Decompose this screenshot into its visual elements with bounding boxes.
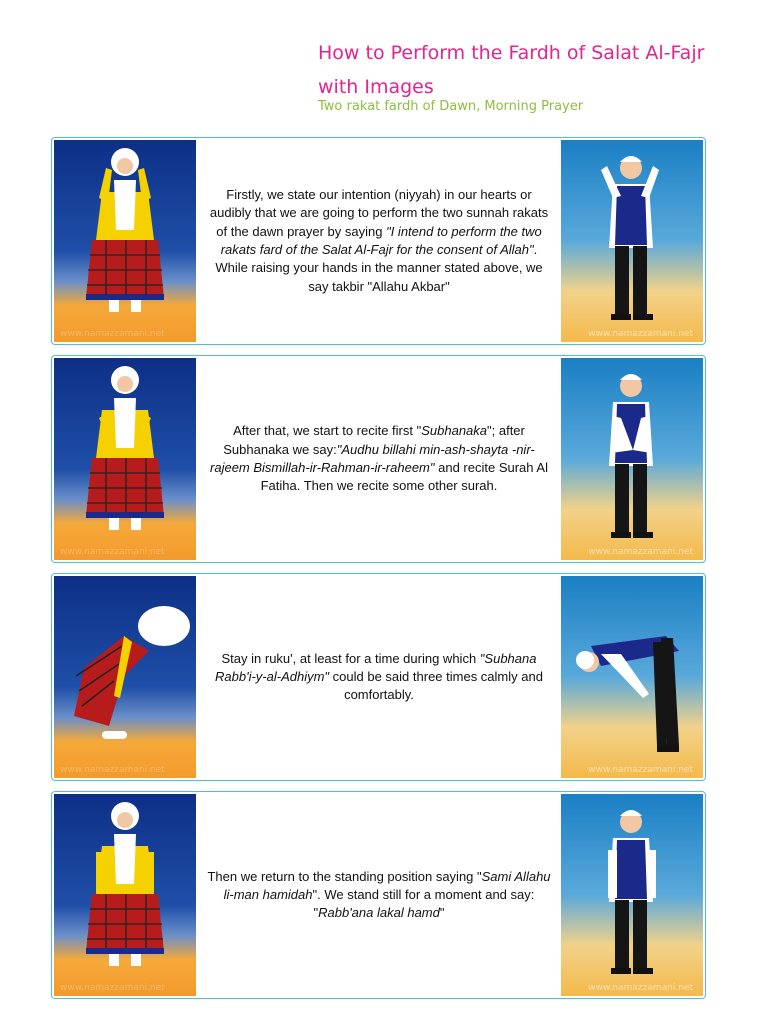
watermark: www.namazzamani.net <box>588 983 693 993</box>
step-description <box>200 574 558 780</box>
boy-illustration <box>561 140 703 342</box>
step-text-italic: "Audhu billahi min-ash-shayta -nir-rajeem Bismillah-ir-Rahman-ir-raheem" <box>210 441 535 475</box>
girl-illustration <box>54 358 196 560</box>
step-text-italic: Sami Allahu li-man hamidah <box>223 868 551 902</box>
boy-illustration <box>561 358 703 560</box>
step-text-italic: Subhanaka <box>421 423 488 439</box>
step-text-segment: Then we return to the standing position saying " <box>207 868 482 884</box>
step-text-segment: . While raising your hands in the manner stated above, we say takbir "Allahu Akbar" <box>215 242 543 294</box>
step-card <box>51 137 706 345</box>
step-card <box>51 573 706 781</box>
step-text-segment: Firstly, we state our intention (niyyah) in our hearts or audibly that we are going to perform the two sunnah rakats of the dawn prayer by saying <box>209 187 549 239</box>
watermark: www.namazzamani.net <box>60 765 165 775</box>
watermark: www.namazzamani.net <box>60 983 165 993</box>
step-card <box>51 355 706 563</box>
step-text-italic: Rabb'ana lakal hamd <box>318 905 440 921</box>
step-text-segment: After that, we start to recite first " <box>233 423 422 439</box>
step-card <box>51 791 706 999</box>
step-description <box>200 792 558 998</box>
step-text <box>205 650 553 705</box>
page-title: How to Perform the Fardh of Salat Al-Fajr with Images <box>318 42 705 98</box>
boy-illustration <box>561 576 703 778</box>
girl-illustration <box>54 576 196 778</box>
girl-illustration <box>54 140 196 342</box>
step-text-segment: ". We stand still for a moment and say: " <box>312 886 535 921</box>
boy-illustration <box>561 794 703 996</box>
step-text-segment: "; after Subhanaka we say: <box>223 423 525 457</box>
step-description <box>200 138 558 344</box>
page-subtitle: Two rakat fardh of Dawn, Morning Prayer <box>318 99 584 114</box>
step-text-italic: "Subhana Rabb'i-y-al-Adhiym" <box>215 650 537 684</box>
step-text-segment: and recite Surah Al Fatiha. Then we recite some other surah. <box>260 460 548 494</box>
watermark: www.namazzamani.net <box>588 547 693 557</box>
step-text <box>205 186 553 296</box>
step-text <box>205 868 553 923</box>
watermark: www.namazzamani.net <box>588 765 693 775</box>
watermark: www.namazzamani.net <box>60 547 165 557</box>
girl-illustration <box>54 794 196 996</box>
step-description <box>200 356 558 562</box>
step-text-segment: Stay in ruku', at least for a time during which <box>221 650 480 666</box>
step-text <box>205 422 553 495</box>
step-text-segment: could be said three times calmly and comfortably. <box>329 668 543 703</box>
step-text-italic: "I intend to perform the two rakats fard of the Salat Al-Fajr for the consent of Allah" <box>220 223 542 257</box>
watermark: www.namazzamani.net <box>588 329 693 339</box>
watermark: www.namazzamani.net <box>60 329 165 339</box>
step-text-segment: " <box>439 905 445 921</box>
